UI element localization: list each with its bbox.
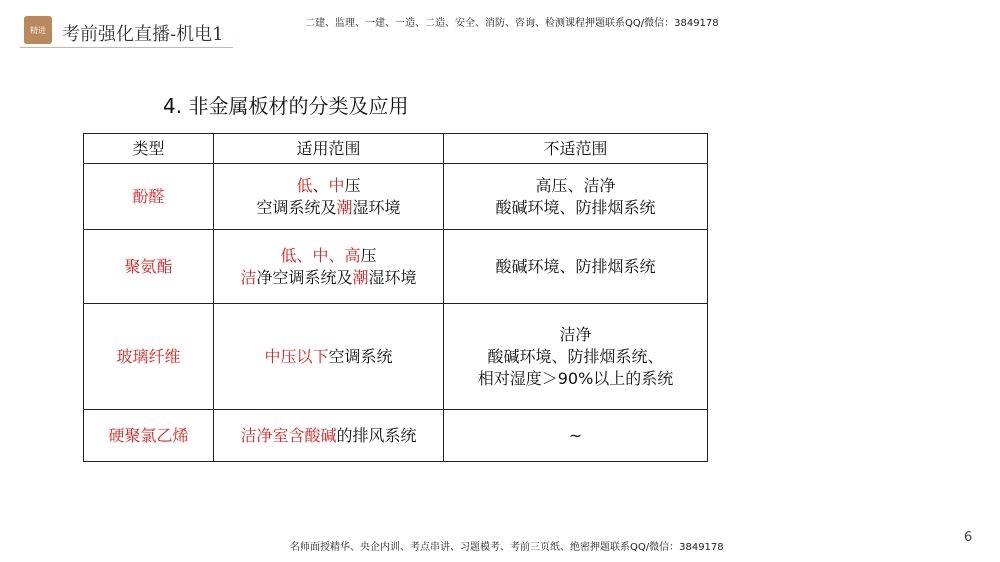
cell-line [220,245,437,267]
not-applicable-cell [444,304,708,410]
header-divider [20,47,233,48]
table-header-row [84,134,708,164]
type-cell: 玻璃纤维 [84,304,214,410]
cell-text: 湿环境 [352,197,401,217]
highlight-text: 中 [328,175,345,195]
not-applicable-cell [444,164,708,230]
header-title: 考前强化直播-机电1 [62,24,224,45]
cell-line: 酸碱环境、防排烟系统 [495,256,656,276]
applicable-cell [214,230,444,304]
highlight-text: 洁 [240,267,257,287]
highlight-text: 潮 [352,267,369,287]
cell-text: 湿环境 [368,267,417,287]
type-cell: 聚氨酯 [84,230,214,304]
cell-text: 的排风系统 [336,425,417,445]
top-contact-note: 二建、监理、一建、一造、二造、安全、消防、咨询、检测课程押题联系QQ/微信：3849178 [305,18,719,29]
highlight-text: 潮 [336,197,353,217]
cell-text: 空调系统及 [256,197,337,217]
header-type: 类型 [84,134,214,164]
logo-text: 精进 [30,25,46,35]
header-not-applicable: 不适范围 [444,134,708,164]
header-applicable: 适用范围 [214,134,444,164]
cell-line [220,267,437,289]
applicable-cell [214,304,444,410]
type-cell: 硬聚氯乙烯 [84,410,214,462]
cell-text: 压 [344,175,361,195]
cell-text: 净空调系统及 [256,267,353,287]
cell-line [220,175,437,197]
highlight-text: 低 [296,175,313,195]
applicable-cell [214,410,444,462]
table-row [84,164,708,230]
not-applicable-cell [444,230,708,304]
type-cell: 酚醛 [84,164,214,230]
table-row [84,304,708,410]
applicable-cell [214,164,444,230]
material-table [83,133,708,462]
cell-line [220,425,437,447]
bottom-contact-note: 名师面授精华、央企内训、考点串讲、习题模考、考前三页纸、绝密押题联系QQ/微信：3849178 [290,542,724,553]
cell-line: 洁净 [559,324,592,344]
cell-line: 酸碱环境、防排烟系统、 [487,346,664,366]
cell-line [220,197,437,219]
cell-line: ~ [568,425,583,445]
section-title: 4. 非金属板材的分类及应用 [163,94,409,118]
highlight-text: 洁净室含酸碱 [240,425,337,445]
cell-text: 、 [312,175,329,195]
cell-line: 相对湿度＞90%以上的系统 [477,368,674,388]
logo [24,16,52,44]
highlight-text: 中压以下 [264,346,329,366]
cell-line [220,346,437,368]
cell-line: 高压、洁净 [535,175,616,195]
cell-text: 空调系统 [328,346,393,366]
cell-text: 压 [360,245,377,265]
table-row [84,410,708,462]
table-row [84,230,708,304]
page-number: 6 [964,530,973,545]
highlight-text: 低、中、高 [280,245,361,265]
not-applicable-cell [444,410,708,462]
cell-line: 酸碱环境、防排烟系统 [495,197,656,217]
